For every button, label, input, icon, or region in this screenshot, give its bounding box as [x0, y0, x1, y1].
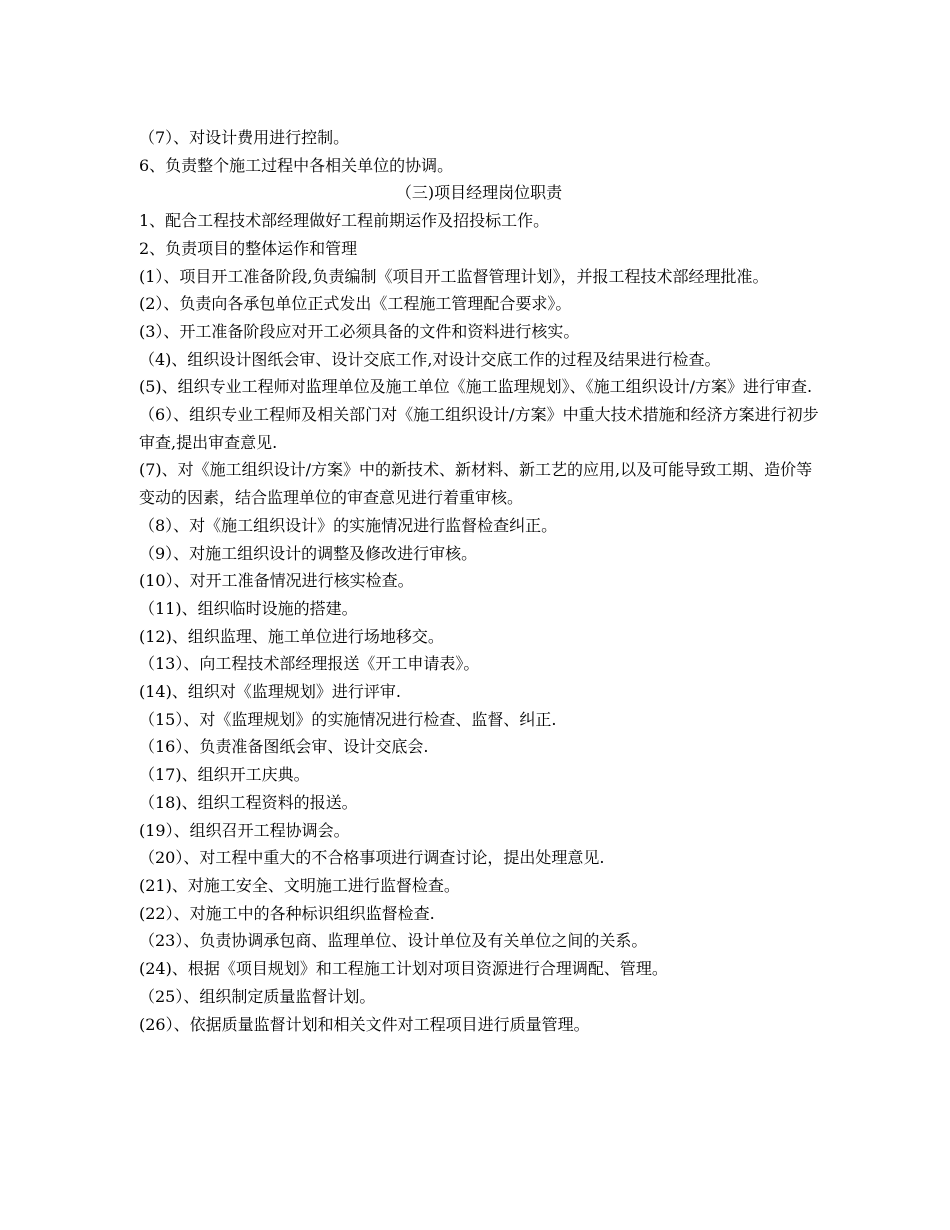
sub-item-1: (1）、项目开工准备阶段,负责编制《项目开工监督管理计划》，并报工程技术部经理批准。 — [139, 266, 769, 286]
sub-item-11: （11)、组织临时设施的搭建。 — [139, 598, 358, 618]
sub-item-2: (2）、负责向各承包单位正式发出《工程施工管理配合要求》。 — [139, 294, 572, 314]
sub-item-14: (14)、组织对《监理规划》进行评审. — [139, 682, 401, 702]
sub-item-19: (19）、组织召开工程协调会。 — [139, 820, 350, 840]
sub-item-24: (24)、根据《项目规划》和工程施工计划对项目资源进行合理调配、管理。 — [139, 959, 668, 979]
list-item-coordination: 6、负责整个施工过程中各相关单位的协调。 — [139, 155, 454, 175]
sub-item-15: （15）、对《监理规划》的实施情况进行检查、监督、纠正. — [139, 709, 557, 729]
sub-item-7: (7)、对《施工组织设计/方案》中的新技术、新材料、新工艺的应用,以及可能导致工期、造价等变动的因素，结合监理单位的审查意见进行着重审核。 — [139, 460, 813, 508]
sub-item-8: （8）、对《施工组织设计》的实施情况进行监督检查纠正。 — [139, 515, 558, 535]
sub-item-12: (12)、组织监理、施工单位进行场地移交。 — [139, 626, 444, 646]
section-heading: （三)项目经理岗位职责 — [395, 183, 563, 203]
sub-item-23: （23）、负责协调承包商、监理单位、设计单位及有关单位之间的关系。 — [139, 931, 648, 951]
sub-item-20: （20）、对工程中重大的不合格事项进行调查讨论，提出处理意见. — [139, 848, 605, 868]
sub-item-26: (26）、依据质量监督计划和相关文件对工程项目进行质量管理。 — [139, 1014, 590, 1034]
sub-item-9: （9）、对施工组织设计的调整及修改进行审核。 — [139, 543, 478, 563]
sub-item-6: （6）、组织专业工程师及相关部门对《施工组织设计/方案》中重大技术措施和经济方案进行初步审查,提出审查意见. — [139, 405, 819, 452]
sub-item-25: （25）、组织制定质量监督计划。 — [139, 986, 376, 1006]
sub-item-4: （4)、组织设计图纸会审、设计交底工作,对设计交底工作的过程及结果进行检查。 — [139, 349, 721, 369]
list-item-design-cost: （7）、对设计费用进行控制。 — [139, 128, 350, 147]
sub-item-13: （13）、向工程技术部经理报送《开工申请表》。 — [139, 654, 480, 674]
sub-item-21: (21)、对施工安全、文明施工进行监督检查。 — [139, 875, 460, 895]
sub-item-22: (22）、对施工中的各种标识组织监督检查. — [139, 903, 435, 923]
sub-item-3: (3）、开工准备阶段应对开工必须具备的文件和资料进行核实。 — [139, 321, 580, 341]
sub-item-18: （18)、组织工程资料的报送。 — [139, 792, 358, 812]
sub-item-16: （16）、负责准备图纸会审、设计交底会. — [139, 737, 429, 757]
list-item-2: 2、负责项目的整体运作和管理 — [139, 238, 358, 258]
sub-item-5: (5)、组织专业工程师对监理单位及施工单位《施工监理规划》、《施工组织设计/方案》进行审查. — [139, 377, 813, 397]
sub-item-17: （17)、组织开工庆典。 — [139, 765, 310, 785]
sub-item-10: (10）、对开工准备情况进行核实检查。 — [139, 571, 414, 591]
list-item-1: 1、配合工程技术部经理做好工程前期运作及招投标工作。 — [139, 211, 550, 231]
document-page — [139, 124, 819, 1038]
